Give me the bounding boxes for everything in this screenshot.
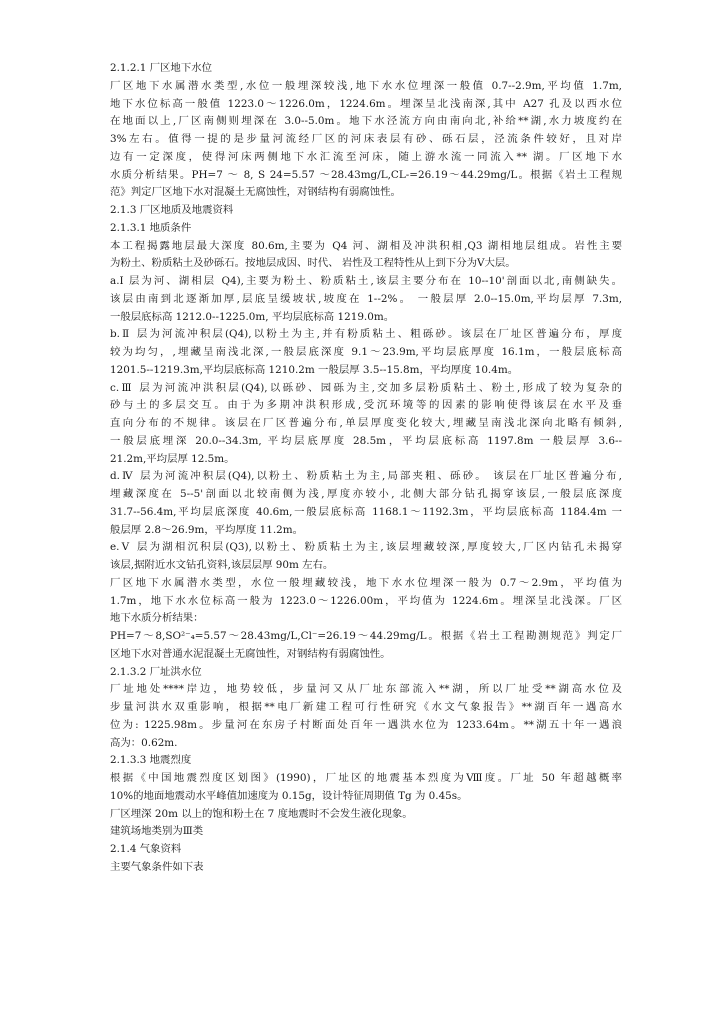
- text-line: 边有一定深度，使得河床两侧地下水汇流至河床，随上游水流一同流入** 湖。厂区地下水: [110, 150, 622, 163]
- text-line: 一般层底埋深 20.0--34.3m, 平均层底厚度 28.5m，平均层底标高 1197.8m 一般层厚 3.6--: [110, 434, 622, 447]
- text-line: 31.7--56.4m,平均层底深度 40.6m,一般层底标高 1168.1～1192.3m，平均层底标高 1184.4m 一: [110, 505, 622, 518]
- text-line: 较为均匀，,埋藏呈南浅北深,一般层底深度 9.1～23.9m,平均层底厚度 16.1m，一般层底标高: [110, 346, 622, 358]
- text-line: 高为：0.62m.: [110, 736, 178, 749]
- text-line: 2.1.3 厂区地质及地震资料: [110, 204, 234, 216]
- text-line: 10%的地面地震动水平峰值加速度为 0.15g，设计特征周期值 Tg 为 0.45s。: [110, 789, 468, 802]
- document-body: [110, 60, 622, 877]
- text-line: 位为: 1225.98m。步量河在东房子村断面处百年一遇洪水位为 1233.64m。**湖五十年一遇浪: [110, 718, 622, 731]
- text-line: PH=7～8,SO²⁻₄=5.57～28.43mg/L,Cl⁻=26.19～44.29mg/L。根据《岩土工程勘测规范》判定厂: [110, 630, 622, 642]
- text-line: 2.1.2.1 厂区地下水位: [110, 62, 212, 74]
- text-line: 该层,据附近水文钻孔资料,该层层厚 90m 左右。: [110, 559, 334, 571]
- text-line: c.Ⅲ 层为河流冲洪积层(Q4),以砾砂、园砾为主,交加多层粉质粘土、粉土,形成了较为复杂的: [110, 381, 622, 394]
- text-line: 步量河洪水双重影响，根据**电厂新建工程可行性研究《水文气象报告》**湖百年一遇高水: [110, 701, 622, 713]
- text-line: 根据《中国地震烈度区划图》(1990)，厂址区的地震基本烈度为Ⅷ度。厂址 50 年超越概率: [110, 772, 622, 784]
- text-line: 厂区埋深 20m 以上的饱和粉土在 7 度地震时不会发生液化现象。: [110, 807, 413, 820]
- text-line: 埋藏深度在 5--5'剖面以北较南侧为浅,厚度亦较小, 北侧大部分钻孔揭穿该层,一般层底深度: [110, 488, 622, 500]
- text-line: b.Ⅱ 层为河流冲积层(Q4),以粉土为主,并有粉质粘土、粗砾砂。该层在厂址区普遍分布，厚度: [110, 328, 622, 341]
- text-line: 主要气象条件如下表: [110, 860, 204, 873]
- text-line: 2.1.3.3 地震烈度: [110, 754, 192, 767]
- text-line: 2.1.4 气象资料: [110, 843, 182, 855]
- text-line: 砂与土的多层交互。由于为多期冲洪积形成,受沉环境等的因素的影响使得该层在水平及垂: [110, 399, 622, 412]
- text-line: 21.2m,平均层厚 12.5m。: [110, 452, 235, 465]
- text-line: 厂址地处****岸边，地势较低，步量河又从厂址东部流入**湖，所以厂址受**湖高水位及: [110, 683, 622, 696]
- text-line: 地下水位标高一般值 1223.0～1226.0m，1224.6m。埋深呈北浅南深,其中 A27 孔及以西水位: [110, 97, 622, 110]
- text-line: 本工程揭露地层最大深度 80.6m,主要为 Q4 河、湖相及冲洪积相,Q3 湖相地层组成。岩性主要: [110, 239, 622, 252]
- text-line: a.I 层为河、湖相层 Q4),主要为粉土、粉质粘土,该层主要分布在 10--10'剖面以北,南侧缺失。: [110, 275, 622, 287]
- text-line: 该层由南到北逐渐加厚,层底呈缓坡状,坡度在 1--2%。 一般层厚 2.0--15.0m,平均层厚 7.3m,: [110, 292, 622, 305]
- text-line: 区地下水对普通水泥混凝土无腐蚀性，对钢结构有弱腐蚀性。: [110, 647, 391, 660]
- text-line: 水质分析结果。PH=7 ～ 8, S 24=5.57 ～28.43mg/L,CL-=26.19～44.29mg/L。根据《岩土工程规: [110, 168, 622, 181]
- text-line: 1.7m，地下水水位标高一般为 1223.0～1226.00m，平均值为 1224.6m。埋深呈北浅深。厂区: [110, 594, 622, 607]
- text-line: 建筑场地类别为Ⅲ类: [110, 825, 204, 838]
- text-line: e.Ⅴ 层为湖相沉积层(Q3),以粉土、粉质粘土为主,该层埋藏较深,厚度较大,厂区内钻孔未揭穿: [110, 541, 622, 554]
- text-line: 2.1.3.2 厂址洪水位: [110, 665, 202, 678]
- text-line: 厂区地下水属潜水类型，水位一般埋藏较浅，地下水水位埋深一般为 0.7～2.9m，平均值为: [110, 576, 622, 589]
- text-line: 范》判定厂区地下水对混凝土无腐蚀性，对钢结构有弱腐蚀性。: [110, 186, 401, 199]
- text-line: 一般层底标高 1212.0--1225.0m, 平均层底标高 1219.0m。: [110, 310, 395, 323]
- text-line: 厂区地下水属潜水类型,水位一般埋深较浅,地下水水位埋深一般值 0.7--2.9m,平均值 1.7m,: [110, 79, 622, 92]
- text-line: 地下水质分析结果：: [110, 612, 204, 625]
- text-line: 3%左右。值得一提的是步量河流经厂区的河床表层有砂、砾石层，泾流条件较好，且对岸: [110, 133, 622, 145]
- text-line: 直向分布的不规律。该层在厂区普遍分布,单层厚度变化较大,埋藏呈南浅北深向北略有倾斜,: [110, 417, 622, 429]
- text-line: d.Ⅳ 层为河流冲积层(Q4),以粉土、粉质粘土为主,局部夹粗、砾砂。 该层在厂址区普遍分布,: [110, 470, 622, 483]
- text-line: 1201.5--1219.3m,平均层底标高 1210.2m 一般层厚 3.5--15.8m，平均厚度 10.4m。: [110, 363, 519, 376]
- text-line: 般层厚 2.8～26.9m，平均厚度 11.2m。: [110, 523, 304, 536]
- text-line: 2.1.3.1 地质条件: [110, 221, 192, 234]
- text-line: 为粉土、粉质粘土及砂砾石。按地层成因、时代、 岩性及工程特性从上到下分为Ⅴ大层。: [110, 257, 516, 270]
- text-line: 在地面以上,厂区南侧则埋深在 3.0--5.0m。地下水泾流方向由南向北,补给**湖,水力坡度约在: [110, 115, 622, 128]
